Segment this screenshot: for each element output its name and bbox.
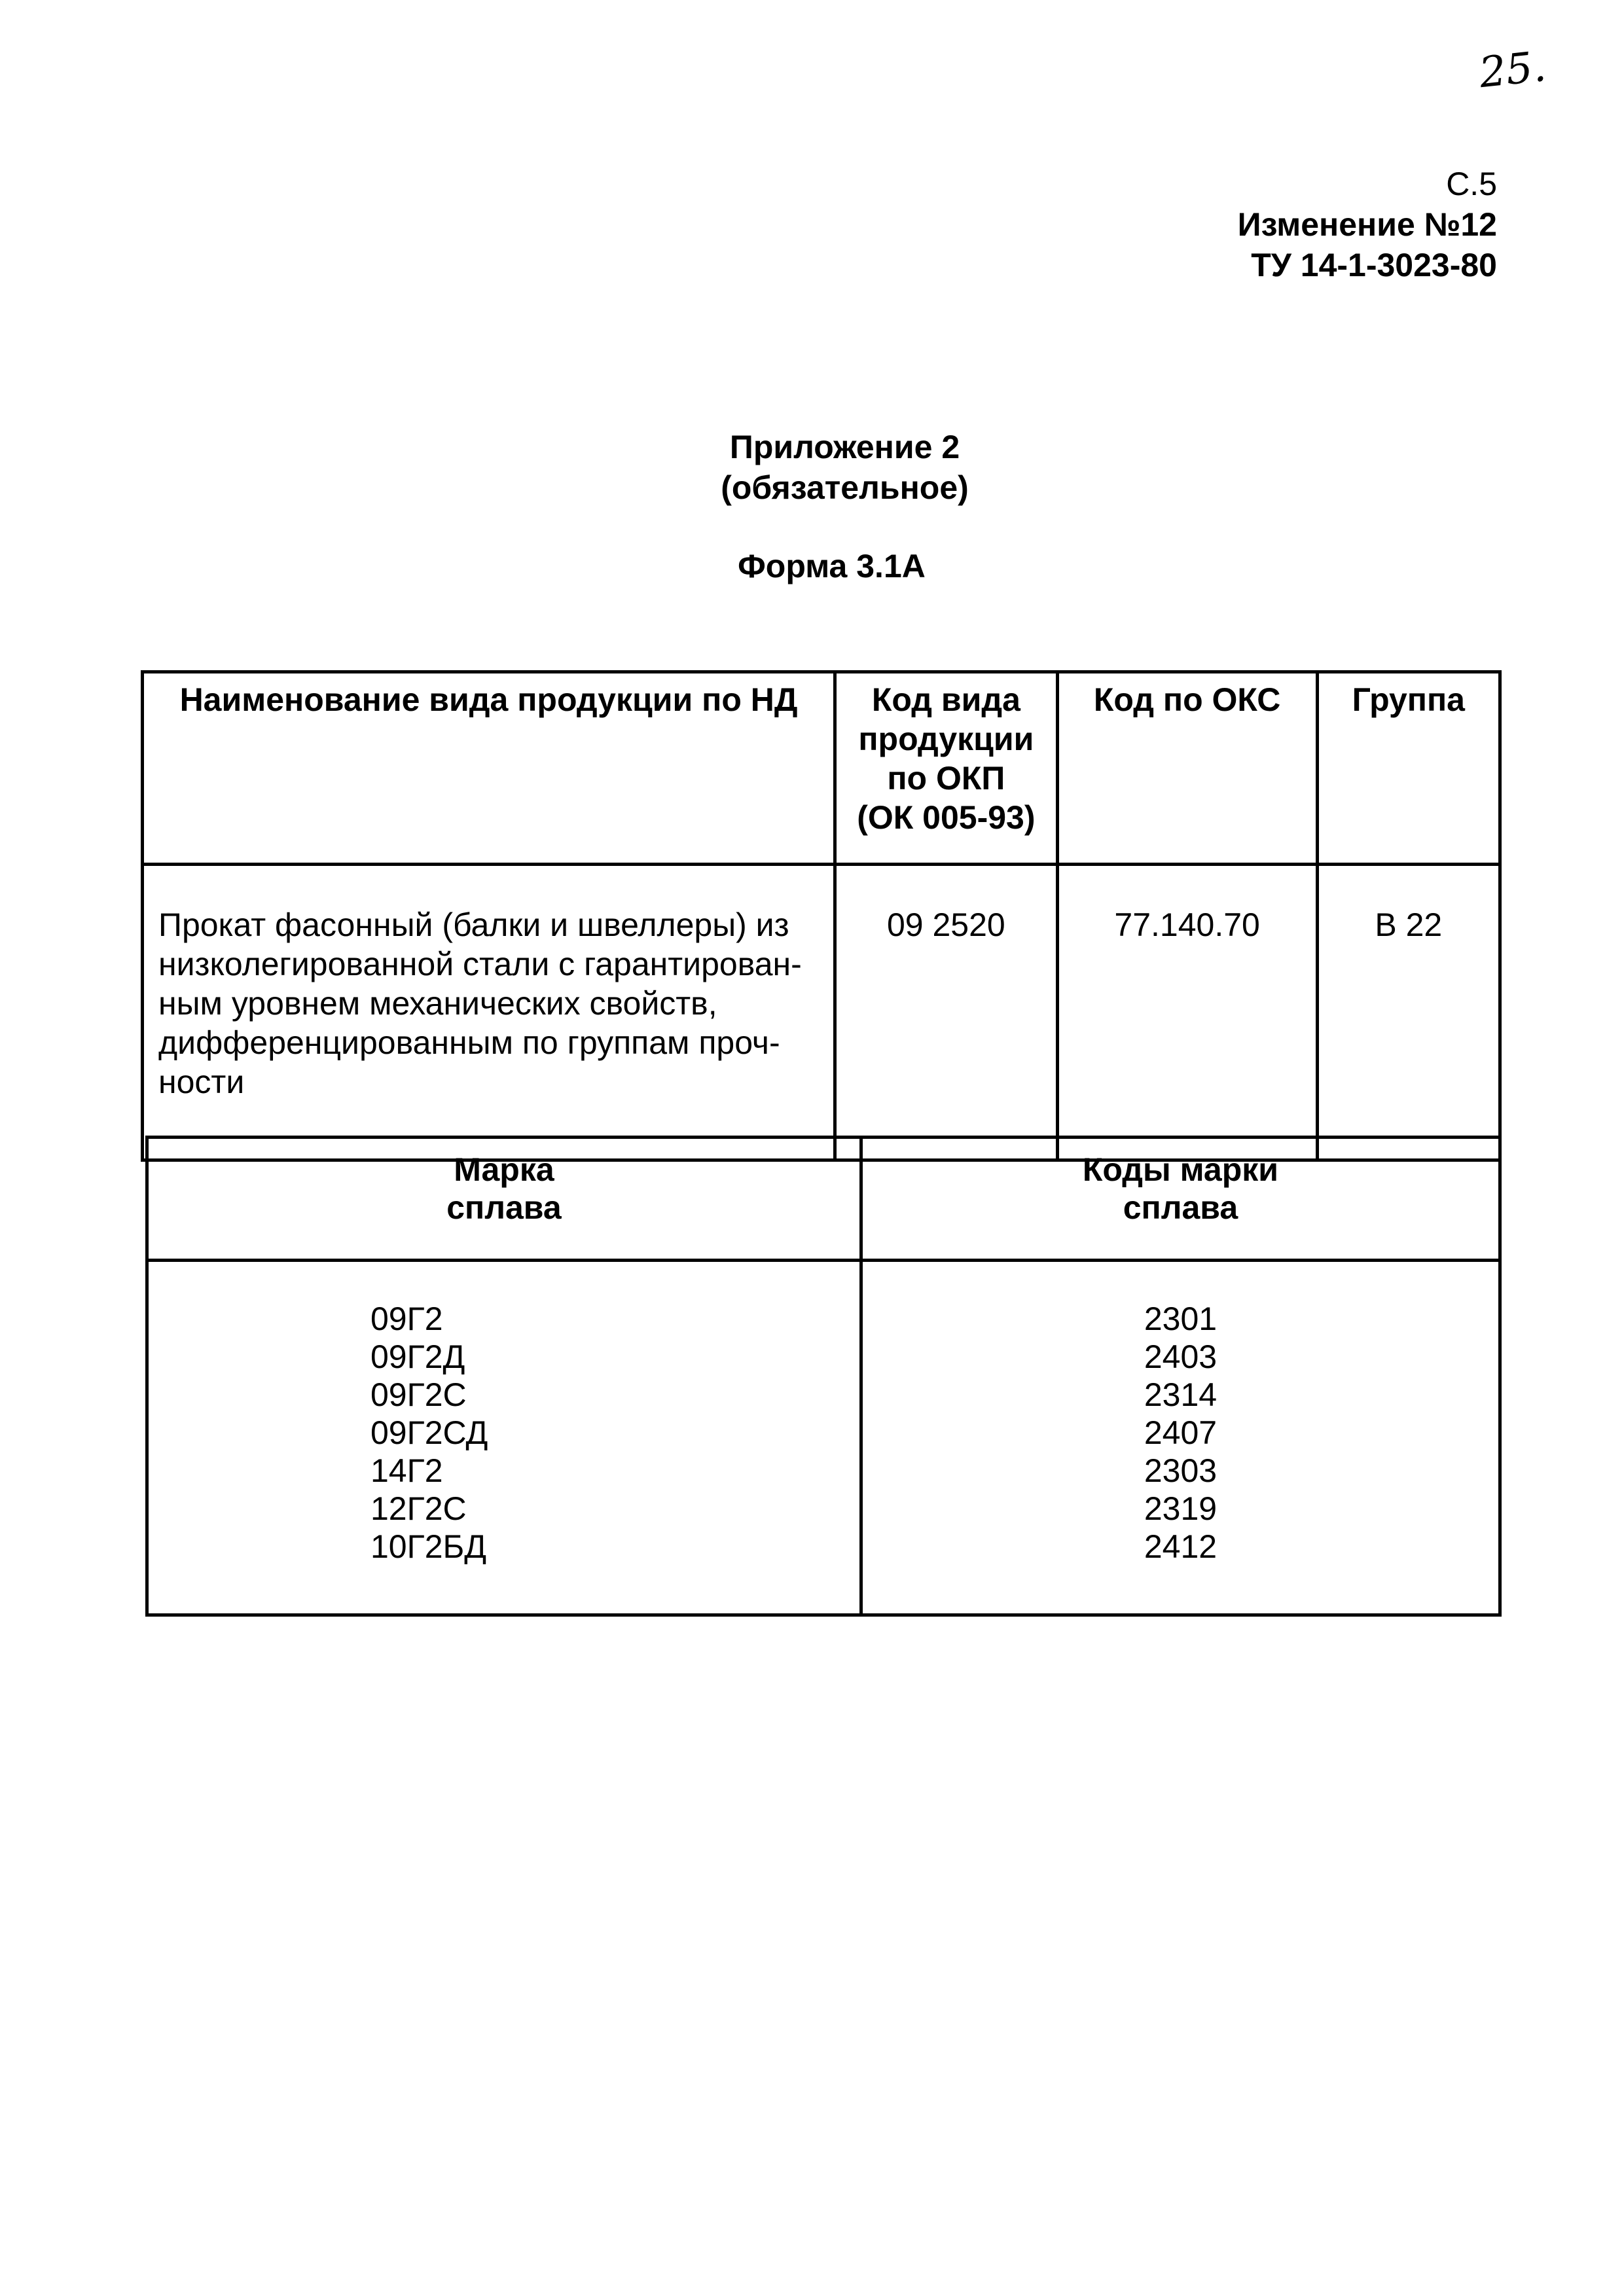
alloy-grade: 09Г2С <box>370 1376 467 1413</box>
header-codes-line: Коды марки <box>1082 1151 1279 1188</box>
product-name-line: дифференцированным по группам проч- <box>158 1024 780 1061</box>
appendix-title: Приложение 2 <box>729 429 960 465</box>
alloy-grade-list <box>147 1261 861 1615</box>
alloy-code: 2314 <box>1144 1376 1218 1413</box>
document-header <box>1238 164 1497 285</box>
header-oks-code: Код по ОКС <box>1057 672 1317 865</box>
header-okp-line: Код вида <box>871 681 1020 718</box>
product-table <box>141 670 1502 1162</box>
header-group: Группа <box>1317 672 1500 865</box>
header-alloy-grade <box>147 1138 861 1261</box>
header-okp-line: (ОК 005-93) <box>857 799 1036 836</box>
alloy-table-header-row <box>147 1138 1500 1261</box>
alloy-grade: 09Г2 <box>370 1300 443 1337</box>
header-codes-line: сплава <box>1123 1189 1238 1226</box>
alloy-code: 2403 <box>1144 1338 1218 1375</box>
okp-code-cell: 09 2520 <box>835 865 1058 1160</box>
header-grade-line: Марка <box>454 1151 554 1188</box>
alloy-code-list <box>861 1261 1500 1615</box>
appendix-heading <box>33 427 1624 508</box>
header-alloy-codes <box>861 1138 1500 1261</box>
product-name-line: ным уровнем механических свойств, <box>158 985 717 1022</box>
alloy-grade: 14Г2 <box>370 1452 443 1489</box>
product-name-line: Прокат фасонный (балки и швеллеры) из <box>158 906 789 943</box>
handwritten-page-number: 25. <box>1477 42 1549 98</box>
product-name-cell <box>143 865 835 1160</box>
header-okp-line: продукции <box>858 721 1034 757</box>
oks-code-cell: 77.140.70 <box>1057 865 1317 1160</box>
spec-number: ТУ 14-1-3023-80 <box>1251 247 1497 283</box>
change-number: Изменение №12 <box>1237 206 1497 243</box>
group-cell: В 22 <box>1317 865 1500 1160</box>
alloy-table-body-row <box>147 1261 1500 1615</box>
header-okp-line: по ОКП <box>887 760 1005 797</box>
appendix-subtitle: (обязательное) <box>721 469 969 506</box>
form-title: Форма 3.1А <box>738 548 926 584</box>
header-grade-line: сплава <box>446 1189 562 1226</box>
alloy-table <box>145 1136 1502 1617</box>
product-table-header-row <box>143 672 1500 865</box>
alloy-grade: 12Г2С <box>370 1490 467 1527</box>
alloy-grade: 09Г2Д <box>370 1338 465 1375</box>
alloy-code: 2407 <box>1144 1414 1218 1451</box>
product-name-line: низколегированной стали с гарантирован- <box>158 946 802 982</box>
alloy-code: 2303 <box>1144 1452 1218 1489</box>
product-name-line: ности <box>158 1064 245 1100</box>
alloy-grade: 09Г2СД <box>370 1414 488 1451</box>
alloy-code: 2301 <box>1144 1300 1218 1337</box>
page-number: С.5 <box>1446 166 1497 202</box>
product-table-row <box>143 865 1500 1160</box>
alloy-code: 2412 <box>1144 1528 1218 1565</box>
alloy-grade: 10Г2БД <box>370 1528 487 1565</box>
header-product-name: Наименование вида продукции по НД <box>143 672 835 865</box>
alloy-code: 2319 <box>1144 1490 1218 1527</box>
header-okp-code <box>835 672 1058 865</box>
